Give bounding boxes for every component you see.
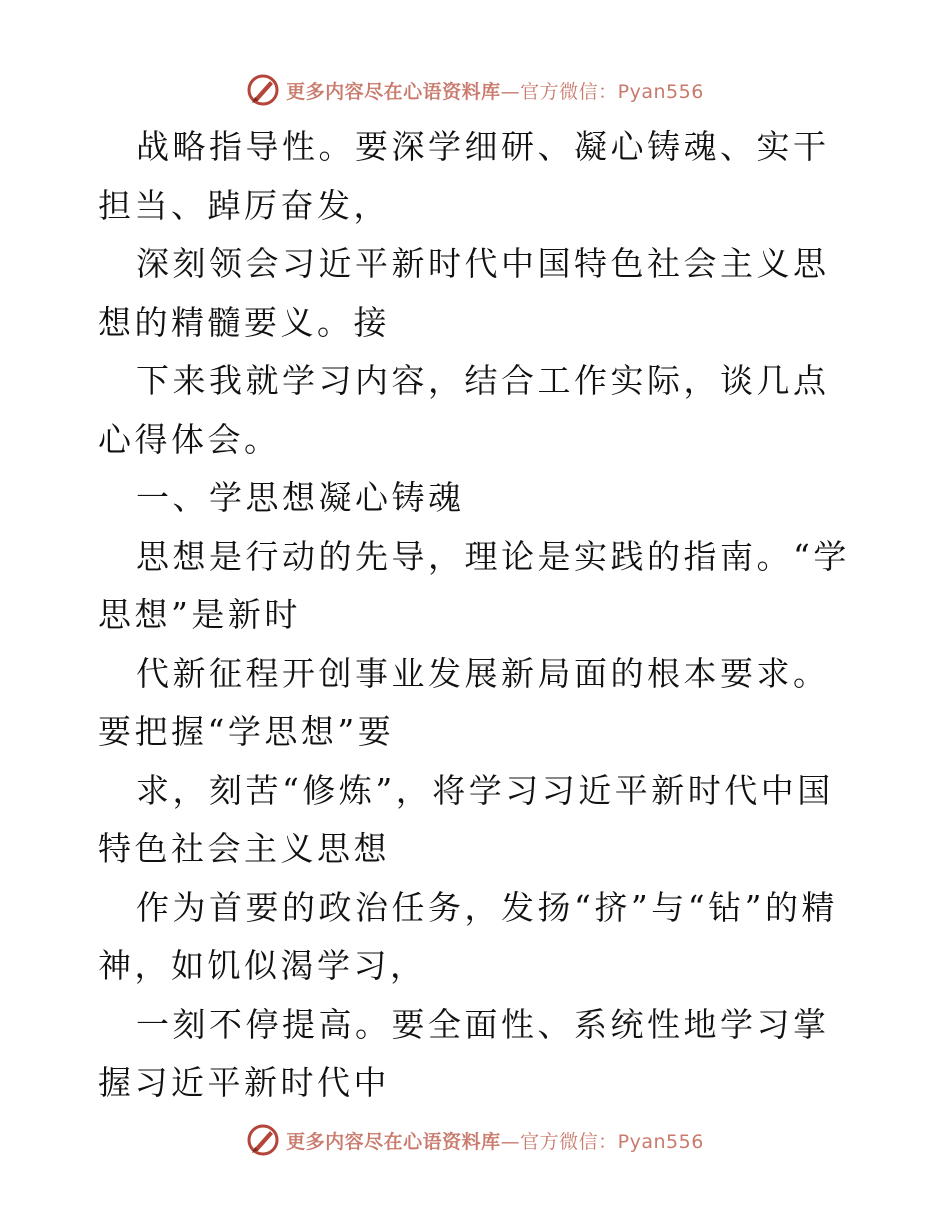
watermark-text: 更多内容尽在心语资料库—官方微信：Pyan556	[286, 1130, 704, 1153]
paragraph: 思想是行动的先导，理论是实践的指南。“学思想”是新时	[98, 536, 850, 634]
paragraph: 一刻不停提高。要全面性、系统性地学习掌握习近平新时代中	[98, 1004, 830, 1102]
footer-watermark	[0, 1120, 950, 1160]
paragraph: 作为首要的政治任务，发扬“挤”与“钻”的精神，如饥似渴学习，	[98, 887, 838, 985]
paragraph: 求，刻苦“修炼”，将学习习近平新时代中国特色社会主义思想	[98, 770, 834, 868]
section-heading: 一、学思想凝心铸魂	[136, 478, 465, 517]
pen-logo-icon	[246, 73, 280, 107]
paragraph: 代新征程开创事业发展新局面的根本要求。要把握“学思想”要	[98, 653, 830, 751]
header-watermark	[0, 70, 950, 110]
pen-logo-icon	[246, 1123, 280, 1157]
paragraph: 战略指导性。要深学细研、凝心铸魂、实干担当、踔厉奋发，	[98, 127, 830, 225]
watermark-text: 更多内容尽在心语资料库—官方微信：Pyan556	[286, 80, 704, 103]
document-body	[98, 118, 858, 1113]
paragraph: 深刻领会习近平新时代中国特色社会主义思想的精髓要义。接	[98, 244, 830, 342]
paragraph: 下来我就学习内容，结合工作实际，谈几点心得体会。	[98, 361, 830, 459]
